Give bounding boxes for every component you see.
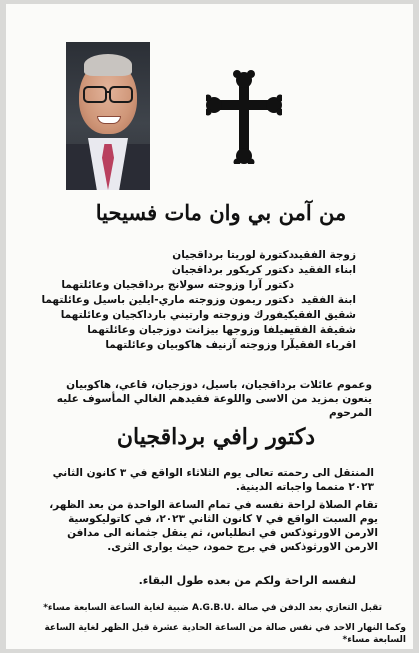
deceased-photo xyxy=(66,42,150,190)
obituary-sheet xyxy=(6,4,413,649)
family-members: آرا وزوجته آزنيف هاكوبيان وعائلتهما xyxy=(105,339,294,351)
family-row xyxy=(26,248,356,263)
death-notice: المنتقل الى رحمته تعالى يوم الثلاثاء الواقع في ٣ كانون الثاني ٢٠٢٣ متمما واجباته الدينية. xyxy=(52,467,374,493)
family-members: دكتور كريكور برداقجيان xyxy=(171,264,294,276)
family-relation: ابناء الفقيد xyxy=(298,264,356,276)
families-notice: وعموم عائلات برداقجيان، باسيل، دوزجيان، قاعي، هاكوبيان ينعون بمزيد من الاسى واللوعة فقيدهم الغالي المأسوف عليه المرحوم xyxy=(56,379,372,419)
scripture-heading: من آمن بي وان مات فسيحيا xyxy=(95,200,347,225)
family-relation: اقرباء الفقيد xyxy=(289,339,356,351)
family-members: دكتورة لوريتا برداقجيان xyxy=(172,249,294,261)
condolence-line-2: وكما النهار الاحد في نفس صالة من الساعة الحادية عشرة قبل الظهر لغاية الساعة السابعة مساء* xyxy=(44,623,406,645)
family-members: دكتور آرا وزوجته سولانج برداقجيان وعائلتهما xyxy=(61,279,294,291)
family-members: دكتور ريمون وزوجته ماري-ايلين باسيل وعائلتهما xyxy=(41,294,294,306)
funeral-notice: تقام الصلاة لراحة نفسه في تمام الساعة الواحدة من بعد الظهر، يوم السبت الواقع في ٧ كانون الثاني ٢٠٢٣، في كاتوليكوسية الارمن الاورثوذكس في انطلياس، ثم ينقل جثمانه الى مدافن الارمن الاورثوذكس في برج حمود، حيث يوارى الثرى. xyxy=(49,499,378,553)
family-row xyxy=(26,263,356,278)
family-row xyxy=(26,323,356,338)
family-relation: شقيق الفقيد xyxy=(287,309,356,321)
family-relation: شقيقة الفقيد xyxy=(283,324,356,336)
condolence-line-1: تقبل التعازي بعد الدفن في صالة .A.G.B.U ضبية لغاية الساعة السابعة مساء* xyxy=(43,603,382,613)
cross-icon xyxy=(206,70,282,164)
family-row xyxy=(26,278,356,293)
family-members: كيفورك وزوجته وارتيني بارداكجيان وعائلتهما xyxy=(60,309,294,321)
family-row xyxy=(26,293,356,308)
closing-line: لنفسه الراحة ولكم من بعده طول البقاء. xyxy=(138,574,356,587)
family-relation: ابنة الفقيد xyxy=(301,294,356,306)
family-relation: زوجة الفقيد xyxy=(292,249,356,261)
family-members: سيلفا وزوجها بيزانت دوزجيان وعائلتهما xyxy=(87,324,294,336)
family-list xyxy=(26,248,356,353)
deceased-name: دكتور رافي برداقجيان xyxy=(116,424,316,450)
family-row xyxy=(26,338,356,353)
family-row xyxy=(26,308,356,323)
